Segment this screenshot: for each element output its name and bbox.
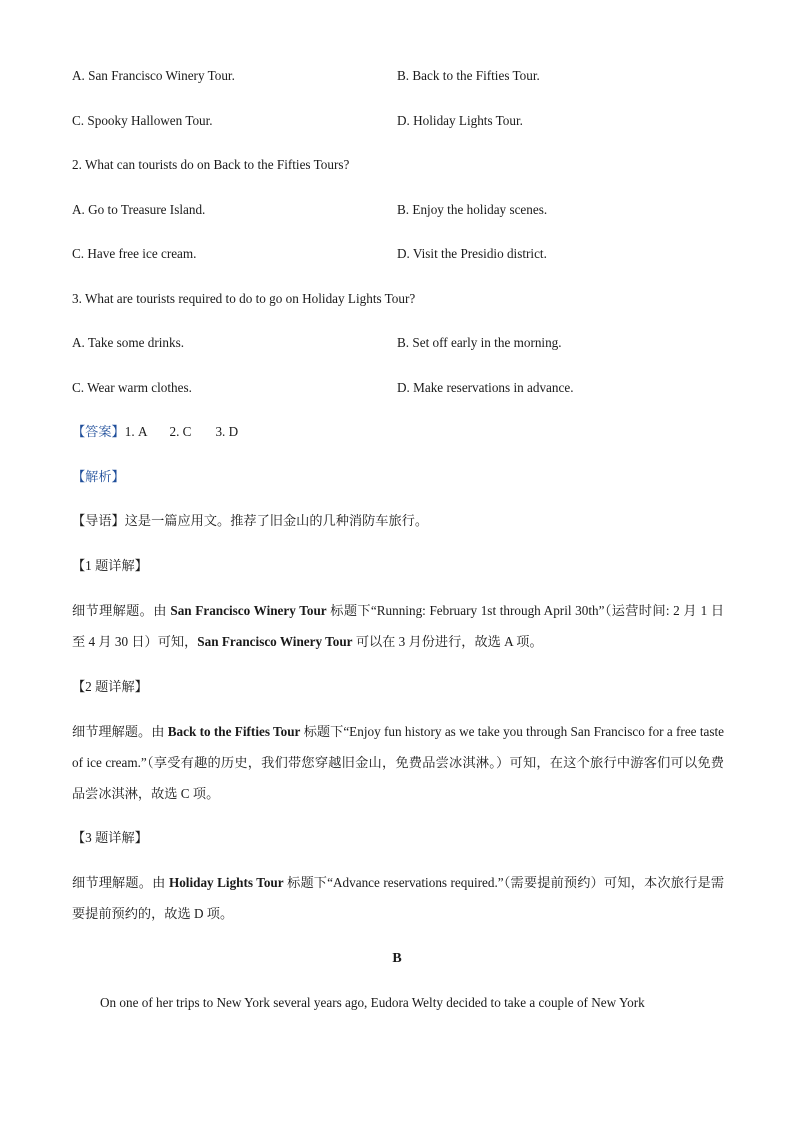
q1-option-d: D. Holiday Lights Tour. xyxy=(397,113,523,128)
passage-first-line: On one of her trips to New York several years ago, Eudora Welty decided to take a couple of New York xyxy=(100,995,645,1010)
q3-option-c: C. Wear warm clothes. xyxy=(72,380,192,395)
tour-name-bold: San Francisco Winery Tour xyxy=(170,603,327,618)
answer-3: 3. D xyxy=(215,424,239,439)
detail-3-label: 【3 题详解】 xyxy=(72,830,148,845)
guide-line xyxy=(72,512,428,529)
answer-label: 【答案】 xyxy=(72,424,125,439)
tour-name-bold: Back to the Fifties Tour xyxy=(167,724,301,739)
q2-option-c: C. Have free ice cream. xyxy=(72,246,197,261)
q1-option-c: C. Spooky Hallowen Tour. xyxy=(72,113,213,128)
detail-1-text: 细节理解题。由 San Francisco Winery Tour 标题下“Running: February 1st through April 30th”（运营时间: 2 月 1 日至 4 月 30 日）可知，San Francisco Winery Tour 可以在 3 月份进行，故选 A 项。 xyxy=(72,603,725,649)
tour-name-bold: Holiday Lights Tour xyxy=(168,875,284,890)
q2-stem: 2. What can tourists do on Back to the Fifties Tours? xyxy=(72,157,350,172)
analysis-label: 【解析】 xyxy=(72,469,125,484)
guide-label: 【导语】 xyxy=(72,513,125,528)
q3-option-d: D. Make reservations in advance. xyxy=(397,380,574,395)
answer-1: 1. A xyxy=(124,424,148,439)
q1-option-a: A. San Francisco Winery Tour. xyxy=(72,68,235,83)
detail-3-text: 细节理解题。由 Holiday Lights Tour 标题下“Advance reservations required.”（需要提前预约）可知，本次旅行是需要提前预约的，故选 D 项。 xyxy=(72,875,725,921)
answer-2: 2. C xyxy=(169,424,192,439)
answer-line xyxy=(72,423,238,440)
guide-text: 这是一篇应用文。推荐了旧金山的几种消防车旅行。 xyxy=(124,513,429,528)
q3-option-b: B. Set off early in the morning. xyxy=(397,335,562,350)
q3-stem: 3. What are tourists required to do to go on Holiday Lights Tour? xyxy=(72,291,416,306)
detail-2-text: 细节理解题。由 Back to the Fifties Tour 标题下“Enjoy fun history as we take you through San Francisco for a free taste of ice cream.”（享受有趣的历史，我们带您穿越旧金山，免费品尝冰淇淋。）可知，在这个旅行中游客们可以免费品尝冰淇淋，故选 C 项。 xyxy=(72,724,725,801)
tour-name-bold: San Francisco Winery Tour xyxy=(197,634,353,649)
q2-option-b: B. Enjoy the holiday scenes. xyxy=(397,202,548,217)
q3-option-a: A. Take some drinks. xyxy=(72,335,185,350)
detail-1-label: 【1 题详解】 xyxy=(72,558,148,573)
q2-option-a: A. Go to Treasure Island. xyxy=(72,202,206,217)
detail-2-label: 【2 题详解】 xyxy=(72,679,148,694)
q1-option-b: B. Back to the Fifties Tour. xyxy=(397,68,540,83)
q2-option-d: D. Visit the Presidio district. xyxy=(397,246,547,261)
section-b-heading: B xyxy=(392,951,402,966)
